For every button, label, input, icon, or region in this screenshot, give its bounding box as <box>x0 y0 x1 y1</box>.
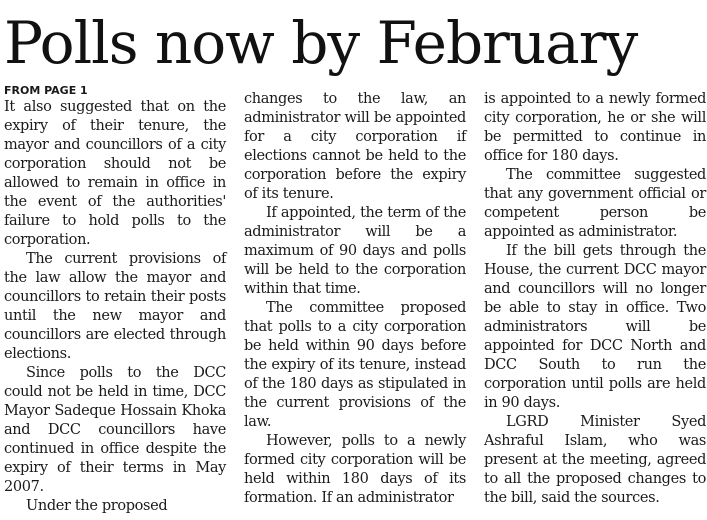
continuation-kicker: FROM PAGE 1 <box>4 84 88 97</box>
paragraph: Since polls to the DCC could not be held in time, DCC Mayor Sadeque Hossain Khoka and DCC councillors have continued in office despite the expiry of their terms in May 2007. <box>4 365 226 495</box>
article-column-1 <box>4 84 226 516</box>
paragraph: The committee proposed that polls to a city corporation be held within 90 days before the expiry of its tenure, instead of the 180 days as stipulated in the current provisions of the law. <box>244 300 466 430</box>
paragraph: If appointed, the term of the administrator will be a maximum of 90 days and polls will be held to the corporation within that time. <box>244 205 466 297</box>
paragraph: However, polls to a newly formed city corporation will be held within 180 days of its formation. If an administrator <box>244 433 466 506</box>
paragraph: is appointed to a newly formed city corporation, he or she will be permitted to continue in office for 180 days. <box>484 91 706 164</box>
paragraph: LGRD Minister Syed Ashraful Islam, who was present at the meeting, agreed to all the proposed changes to the bill, said the sources. <box>484 414 706 506</box>
paragraph: Under the proposed <box>26 498 168 514</box>
paragraph: The current provisions of the law allow the mayor and councillors to retain their posts until the new mayor and councillors are elected through elections. <box>4 251 226 362</box>
headline: Polls now by February <box>4 9 638 77</box>
paragraph: changes to the law, an administrator will be appointed for a city corporation if elections cannot be held to the corporation before the expiry of its tenure. <box>244 91 466 202</box>
article-column-2 <box>244 90 466 508</box>
article-column-3 <box>484 90 706 508</box>
paragraph: If the bill gets through the House, the current DCC mayor and councillors will no longer be able to stay in office. Two administrators will be appointed for DCC North and DCC South to run the corporation until polls are held in 90 days. <box>484 243 706 411</box>
paragraph: It also suggested that on the expiry of their tenure, the mayor and councillors of a city corporation should not be allowed to remain in office in the event of the authorities' failure to hold polls to the corporation. <box>4 99 226 248</box>
paragraph: The committee suggested that any government official or competent person be appointed as administrator. <box>484 167 706 240</box>
